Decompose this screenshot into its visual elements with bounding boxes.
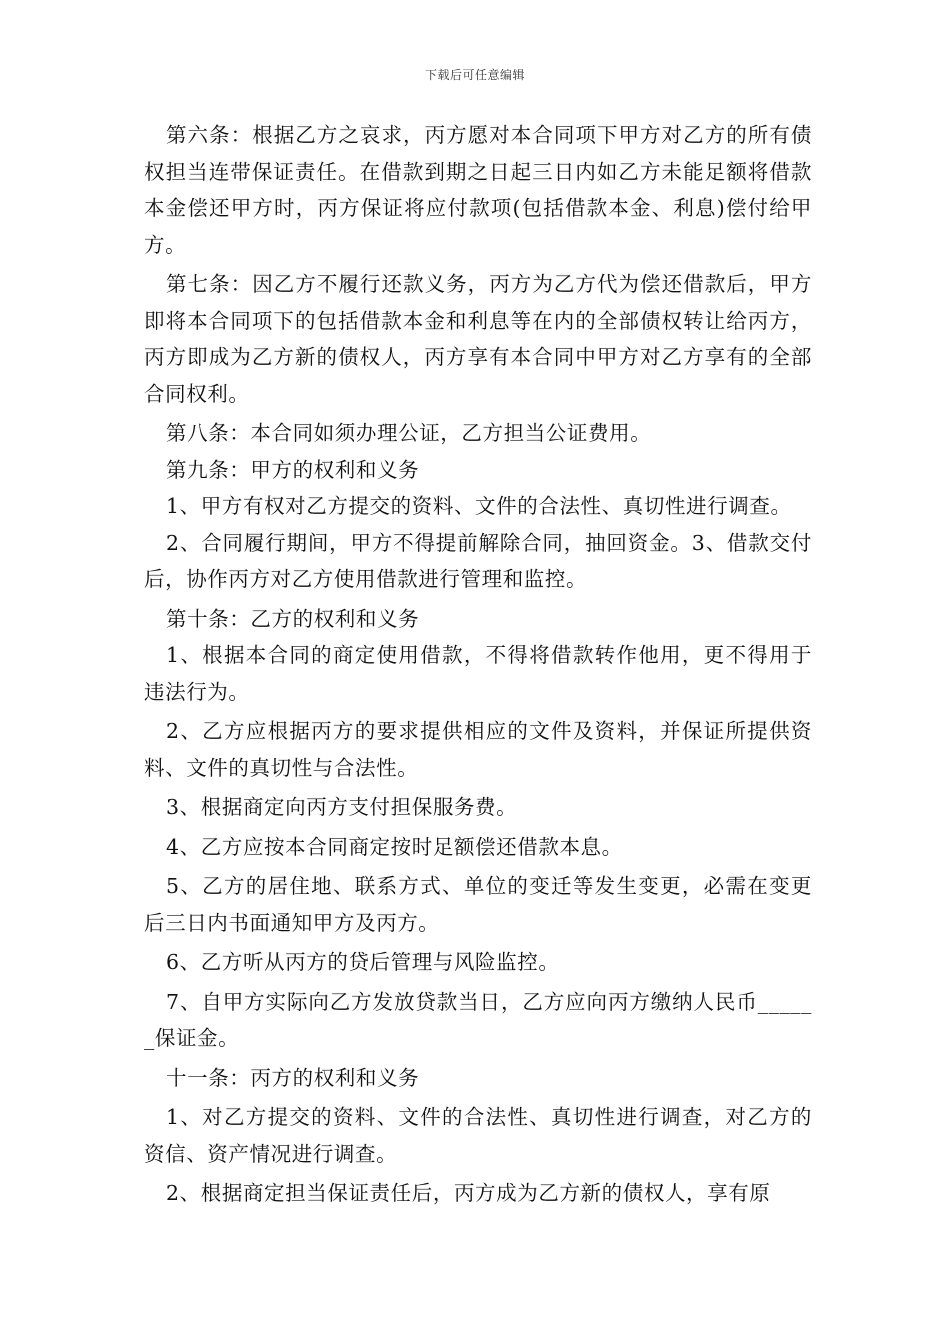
article-10-item-1: 1、根据本合同的商定使用借款，不得将借款转作他用，更不得用于违法行为。	[144, 643, 812, 704]
page-header: 下载后可任意编辑	[424, 68, 525, 82]
article-9-item-2-3: 2、合同履行期间，甲方不得提前解除合同，抽回资金。3、借款交付后，协作丙方对乙方使用借款进行管理和监控。	[144, 530, 812, 591]
article-10-item-4: 4、乙方应按本合同商定按时足额偿还借款本息。	[166, 834, 623, 859]
article-7: 第七条：因乙方不履行还款义务，丙方为乙方代为偿还借款后，甲方即将本合同项下的包括借款本金和利息等在内的全部债权转让给丙方，丙方即成为乙方新的债权人，丙方享有本合同中甲方对乙方享有的全部合同权利。	[144, 272, 812, 406]
article-11-item-1: 1、对乙方提交的资料、文件的合法性、真切性进行调查，对乙方的资信、资产情况进行调查。	[144, 1105, 812, 1166]
article-6: 第六条：根据乙方之哀求，丙方愿对本合同项下甲方对乙方的所有债权担当连带保证责任。在借款到期之日起三日内如乙方未能足额将借款本金偿还甲方时，丙方保证将应付款项(包括借款本金、利息)偿付给甲方。	[144, 123, 812, 257]
article-10-item-5: 5、乙方的居住地、联系方式、单位的变迁等发生变更，必需在变更后三日内书面通知甲方及丙方。	[144, 874, 812, 935]
article-10-item-3: 3、根据商定向丙方支付担保服务费。	[166, 795, 518, 819]
article-9-item-1: 1、甲方有权对乙方提交的资料、文件的合法性、真切性进行调查。	[166, 494, 792, 518]
article-10-item-7: 7、自甲方实际向乙方发放贷款当日，乙方应向丙方缴纳人民币______保证金。	[144, 989, 812, 1050]
article-10-item-2: 2、乙方应根据丙方的要求提供相应的文件及资料，并保证所提供资料、文件的真切性与合法性。	[144, 719, 812, 780]
document-body	[144, 117, 812, 1215]
article-10-item-6: 6、乙方听从丙方的贷后管理与风险监控。	[166, 950, 560, 974]
article-11-item-2: 2、根据商定担当保证责任后，丙方成为乙方新的债权人，享有原	[166, 1181, 771, 1205]
article-8: 第八条：本合同如须办理公证，乙方担当公证费用。	[166, 421, 652, 445]
article-9-heading: 第九条：甲方的权利和义务	[166, 457, 420, 482]
article-10-heading: 第十条：乙方的权利和义务	[166, 606, 420, 631]
article-11-heading: 十一条：丙方的权利和义务	[166, 1065, 420, 1090]
